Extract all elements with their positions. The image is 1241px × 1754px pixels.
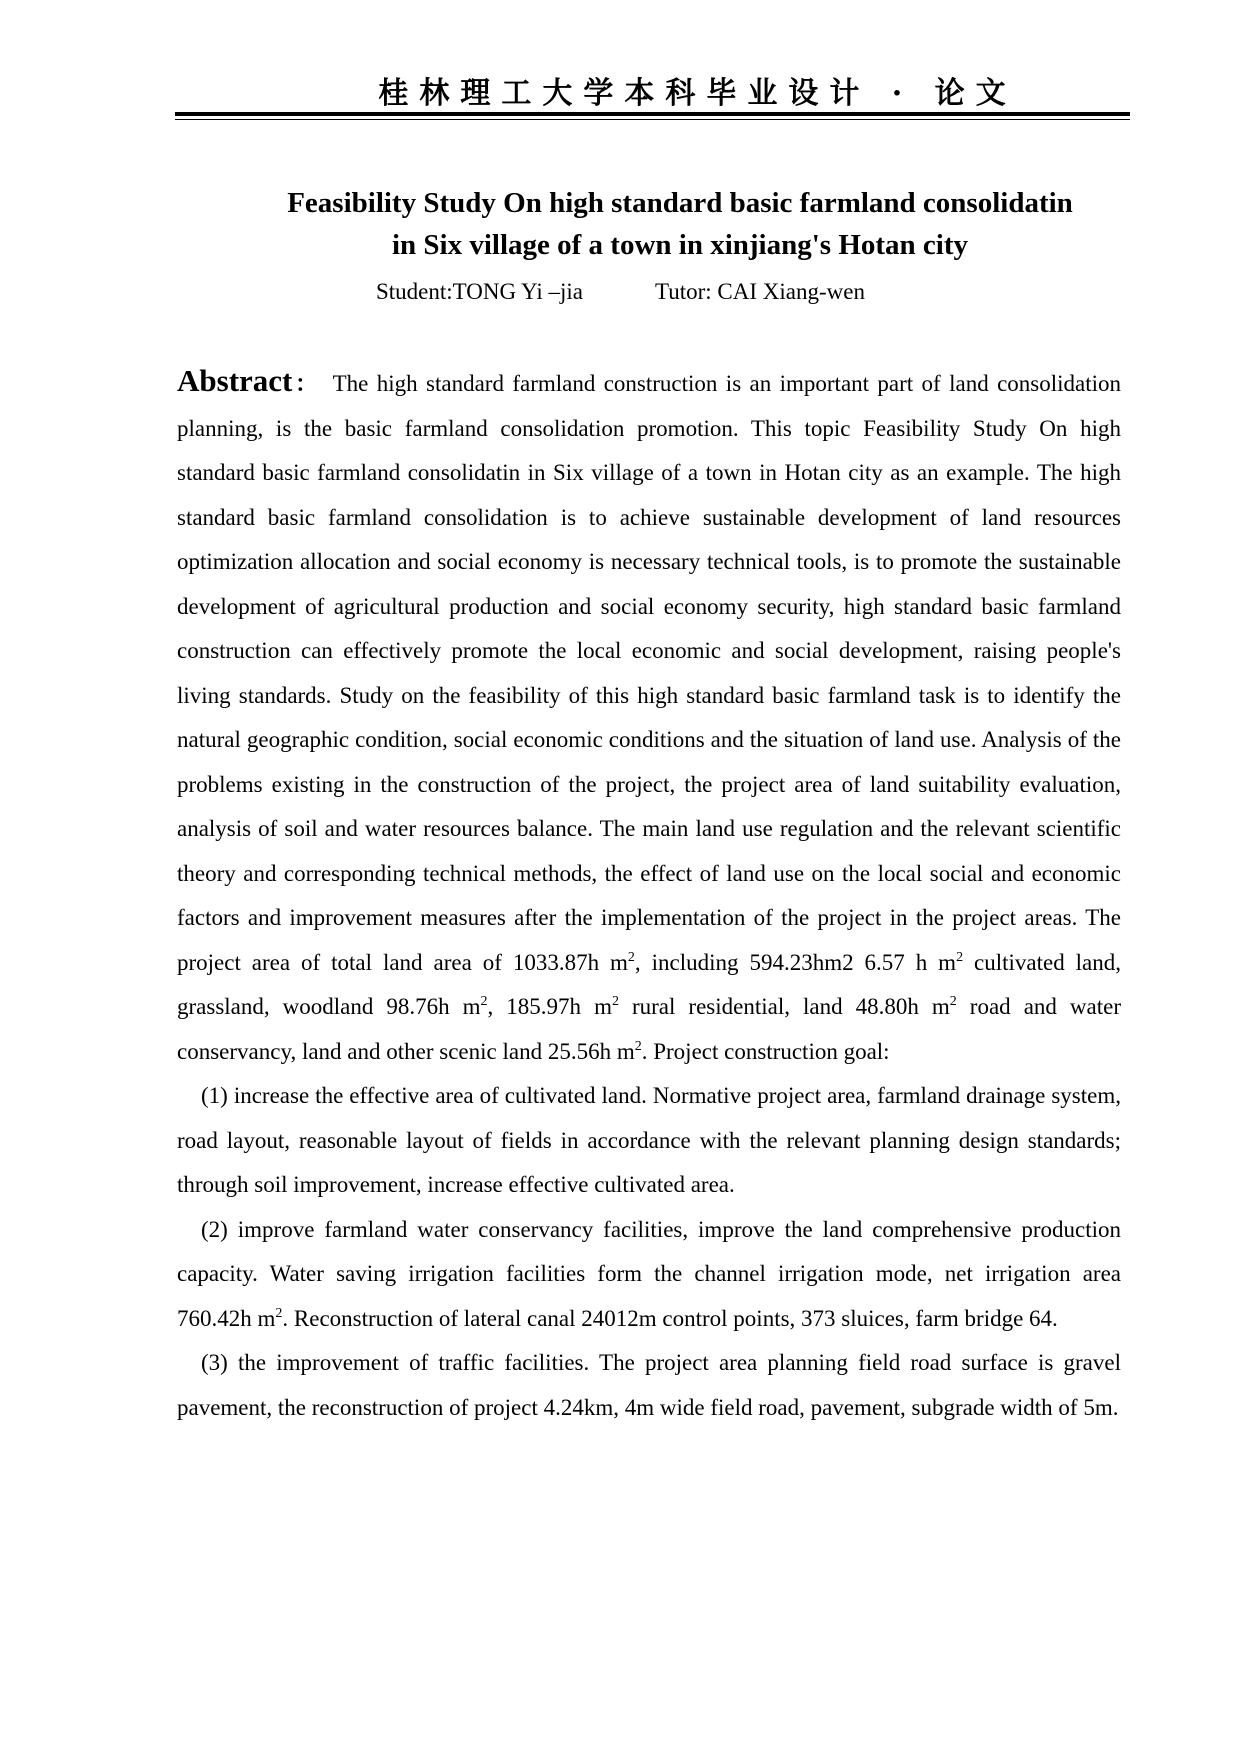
- header-title: 桂林理工大学本科毕业设计 · 论文: [378, 76, 1017, 111]
- tutor-name: Tutor: CAI Xiang-wen: [655, 279, 865, 304]
- superscript-2: 2: [634, 1038, 642, 1054]
- abstract-colon: ：: [292, 371, 321, 396]
- paper-title-line-1: Feasibility Study On high standard basic farmland consolidatin: [287, 187, 1073, 219]
- superscript-2: 2: [956, 949, 964, 965]
- goal-item-2-text-2: . Reconstruction of lateral canal 24012m control points, 373 sluices, farm bridge 64.: [282, 1305, 1058, 1331]
- abstract-label: Abstract: [177, 363, 293, 398]
- goal-item-1: (1) increase the effective area of cultivated land. Normative project area, farmland drainage system, road layout, reasonable layout of fields in accordance with the relevant planning design standards; through soil improvement, increase effective cultivated area.: [177, 1083, 1121, 1197]
- paper-title: [180, 182, 1180, 266]
- superscript-2: 2: [480, 994, 488, 1009]
- header-rule-thick: [175, 112, 1130, 116]
- byline: [376, 275, 865, 309]
- abstract-body: [177, 359, 1121, 1430]
- abstract-text-1: The high standard farmland construction is an important part of land consolidation planning, is the basic farmland consolidation promotion. This topic Feasibility Study On high standard basic farmland consolidatin in Six village of a town in Hotan city as an example. The high standard basic farmland consolidation is to achieve sustainable development of land resources optimization allocation and social economy is necessary technical tools, is to promote the sustainable development of agricultural production and social economy security, high standard basic farmland construction can effectively promote the local economic and social development, raising people's living standards. Study on the feasibility of this high standard basic farmland task is to identify the natural geographic condition, social economic conditions and the situation of land use. Analysis of the problems existing in the construction of the project, the project area of land suitability evaluation, analysis of soil and water resources balance. The main land use regulation and the relevant scientific theory and corresponding technical methods, the effect of land use on the local social and economic factors and improvement measures after the implementation of the project in the project areas. The project area of total land area of 1033.87h m: [177, 371, 1122, 975]
- abstract-text-2: , including 594.23hm2 6.57 h m: [634, 949, 957, 975]
- abstract-text-5: rural residential, land 48.80h m: [618, 994, 950, 1019]
- page-header: [175, 70, 1130, 118]
- student-name: Student:TONG Yi –jia: [376, 279, 583, 304]
- abstract-text-7: . Project construction goal:: [641, 1038, 890, 1064]
- abstract-text-3: cultivated land, grassland, woodland 98.76h m: [177, 949, 1121, 1019]
- header-rule-thin: [175, 119, 1130, 120]
- superscript-2: 2: [275, 1305, 283, 1321]
- superscript-2: 2: [949, 994, 957, 1009]
- superscript-2: 2: [627, 949, 635, 965]
- paper-title-line-2: in Six village of a town in xinjiang's Hotan city: [391, 229, 969, 261]
- abstract-paragraph: [177, 359, 1121, 1074]
- goal-item-3: (3) the improvement of traffic facilities. The project area planning field road surface is gravel pavement, the reconstruction of project 4.24km, 4m wide field road, pavement, subgrade width of 5m.: [177, 1350, 1121, 1420]
- abstract-text-4: , 185.97h m: [487, 994, 612, 1019]
- goal-item-2: [177, 1208, 1121, 1342]
- abstract-text-6: road and water conservancy, land and other scenic land 25.56h m: [177, 994, 1121, 1064]
- superscript-2: 2: [611, 994, 619, 1009]
- goal-item-2-text-1: (2) improve farmland water conservancy facilities, improve the land comprehensive production capacity. Water saving irrigation facilities form the channel irrigation mode, net irrigation area 760.42h m: [177, 1216, 1121, 1331]
